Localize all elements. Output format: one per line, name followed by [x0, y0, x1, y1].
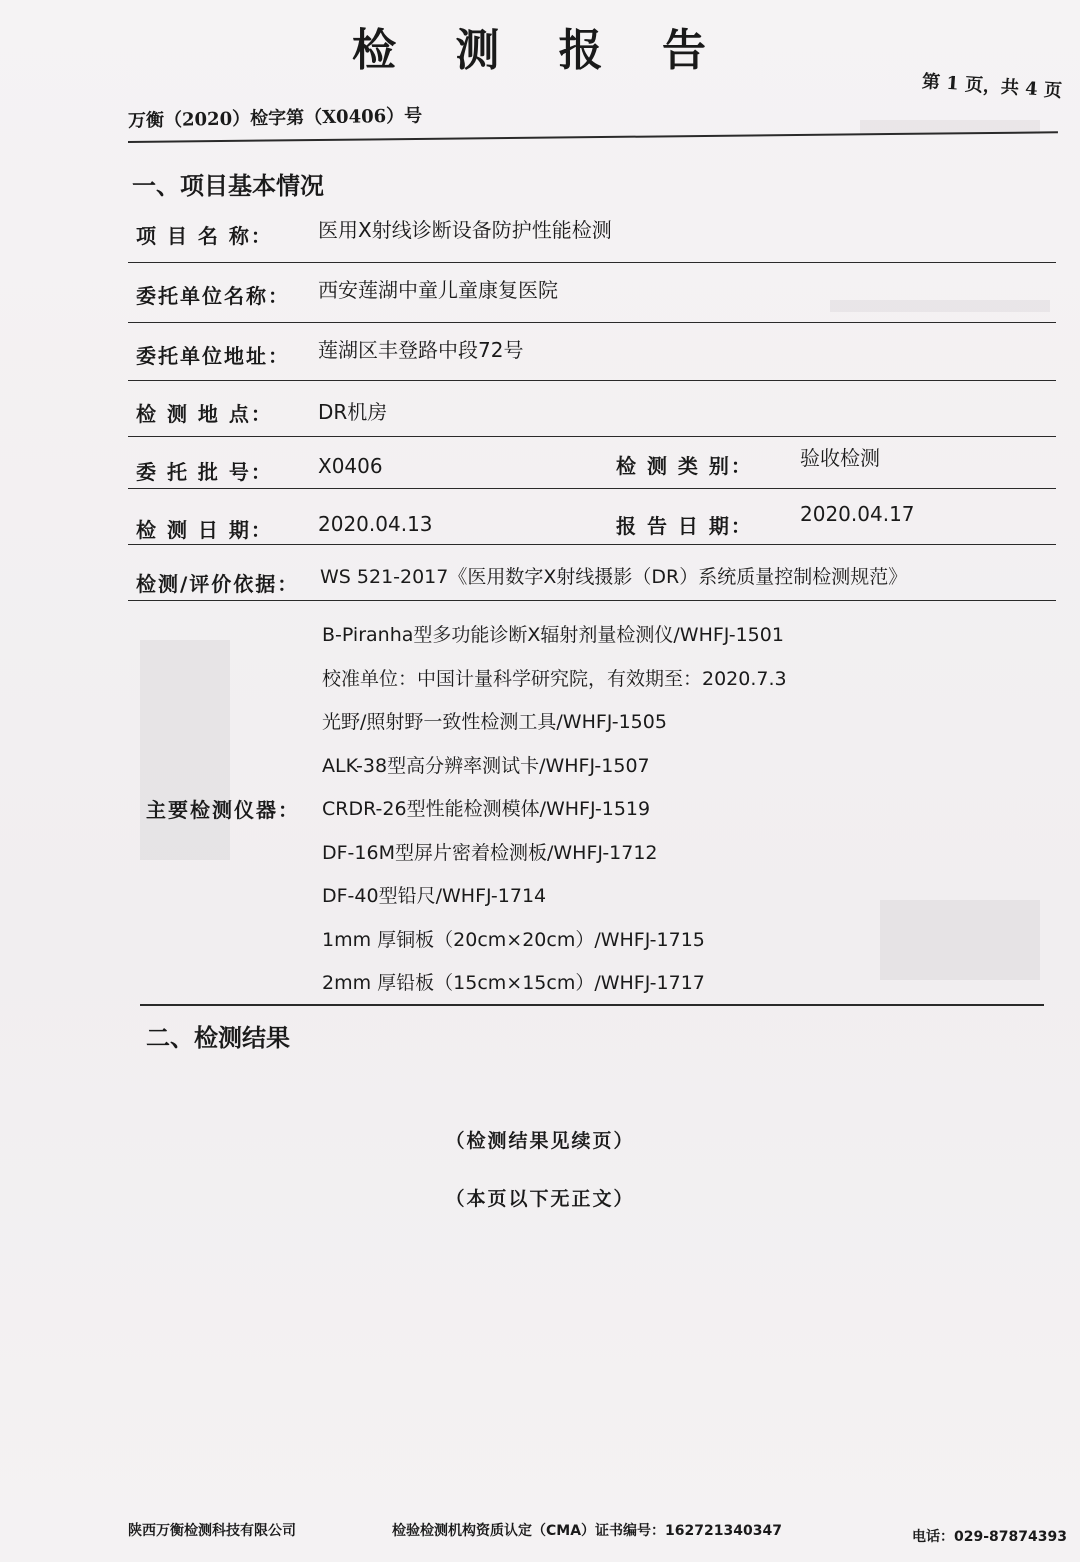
report-number: 万衡（2020）检字第（X0406）号: [127, 105, 423, 132]
instruments-label: 主要检测仪器：: [146, 798, 300, 822]
document-title: 检 测 报 告: [352, 25, 728, 76]
results-continued-note: （检测结果见续页）: [445, 1130, 635, 1152]
test-date-label: 检 测 日 期：: [136, 518, 273, 542]
bleed-through-mark: [830, 300, 1050, 312]
instrument-item: CRDR-26型性能检测模体/WHFJ-1519: [322, 798, 651, 820]
instrument-item: 1mm 厚铜板（20cm×20cm）/WHFJ-1715: [322, 928, 705, 951]
report-date-label: 报 告 日 期：: [616, 514, 753, 538]
footer-company: 陕西万衡检测科技有限公司: [128, 1523, 296, 1539]
instrument-item: 2mm 厚铅板（15cm×15cm）/WHFJ-1717: [322, 972, 705, 994]
row-divider: [128, 600, 1056, 601]
instrument-item: B-Piranha型多功能诊断X辐射剂量检测仪/WHFJ-1501: [322, 624, 784, 646]
section-divider: [140, 1004, 1044, 1006]
instrument-item: DF-16M型屏片密着检测板/WHFJ-1712: [322, 841, 658, 864]
basis-value: WS 521-2017《医用数字X射线摄影（DR）系统质量控制检测规范》: [320, 566, 908, 588]
instrument-item: DF-40型铅尺/WHFJ-1714: [322, 885, 547, 907]
section2-title: 二、检测结果: [146, 1023, 290, 1052]
client-address-value: 莲湖区丰登路中段72号: [318, 338, 524, 362]
row-divider: [128, 322, 1056, 323]
test-category-label: 检 测 类 别：: [616, 454, 753, 478]
footer-cma: 检验检测机构资质认定（CMA）证书编号：162721340347: [392, 1523, 782, 1539]
test-location-label: 检 测 地 点：: [136, 402, 273, 426]
row-divider: [128, 380, 1056, 381]
batch-no-value: X0406: [318, 454, 383, 478]
instrument-item: ALK-38型高分辨率测试卡/WHFJ-1507: [322, 754, 650, 777]
header-divider: [128, 131, 1058, 143]
row-divider: [128, 262, 1056, 263]
instruments-list: [322, 614, 787, 1006]
row-divider: [128, 488, 1056, 489]
test-date-value: 2020.04.13: [318, 512, 433, 536]
instrument-item: 光野/照射野一致性检测工具/WHFJ-1505: [322, 711, 667, 733]
bleed-through-mark: [140, 640, 230, 860]
basis-label: 检测/评价依据：: [136, 572, 300, 596]
section1-title: 一、项目基本情况: [132, 171, 324, 200]
test-category-value: 验收检测: [800, 446, 880, 470]
instrument-item: 校准单位：中国计量科学研究院，有效期至：2020.7.3: [322, 667, 787, 690]
client-name-label: 委托单位名称：: [136, 284, 290, 308]
page-indicator: 第 1 页，共 4 页: [921, 71, 1063, 102]
bleed-through-mark: [880, 900, 1040, 980]
project-name-label: 项 目 名 称：: [136, 224, 273, 248]
client-address-label: 委托单位地址：: [136, 344, 290, 368]
project-name-value: 医用X射线诊断设备防护性能检测: [318, 218, 612, 242]
no-further-text-note: （本页以下无正文）: [445, 1188, 635, 1210]
report-date-value: 2020.04.17: [800, 502, 915, 526]
client-name-value: 西安莲湖中童儿童康复医院: [318, 278, 558, 302]
footer-phone: 电话：029-87874393: [912, 1529, 1067, 1545]
row-divider: [128, 544, 1056, 545]
test-location-value: DR机房: [318, 400, 388, 424]
row-divider: [128, 436, 1056, 437]
batch-no-label: 委 托 批 号：: [136, 460, 273, 484]
